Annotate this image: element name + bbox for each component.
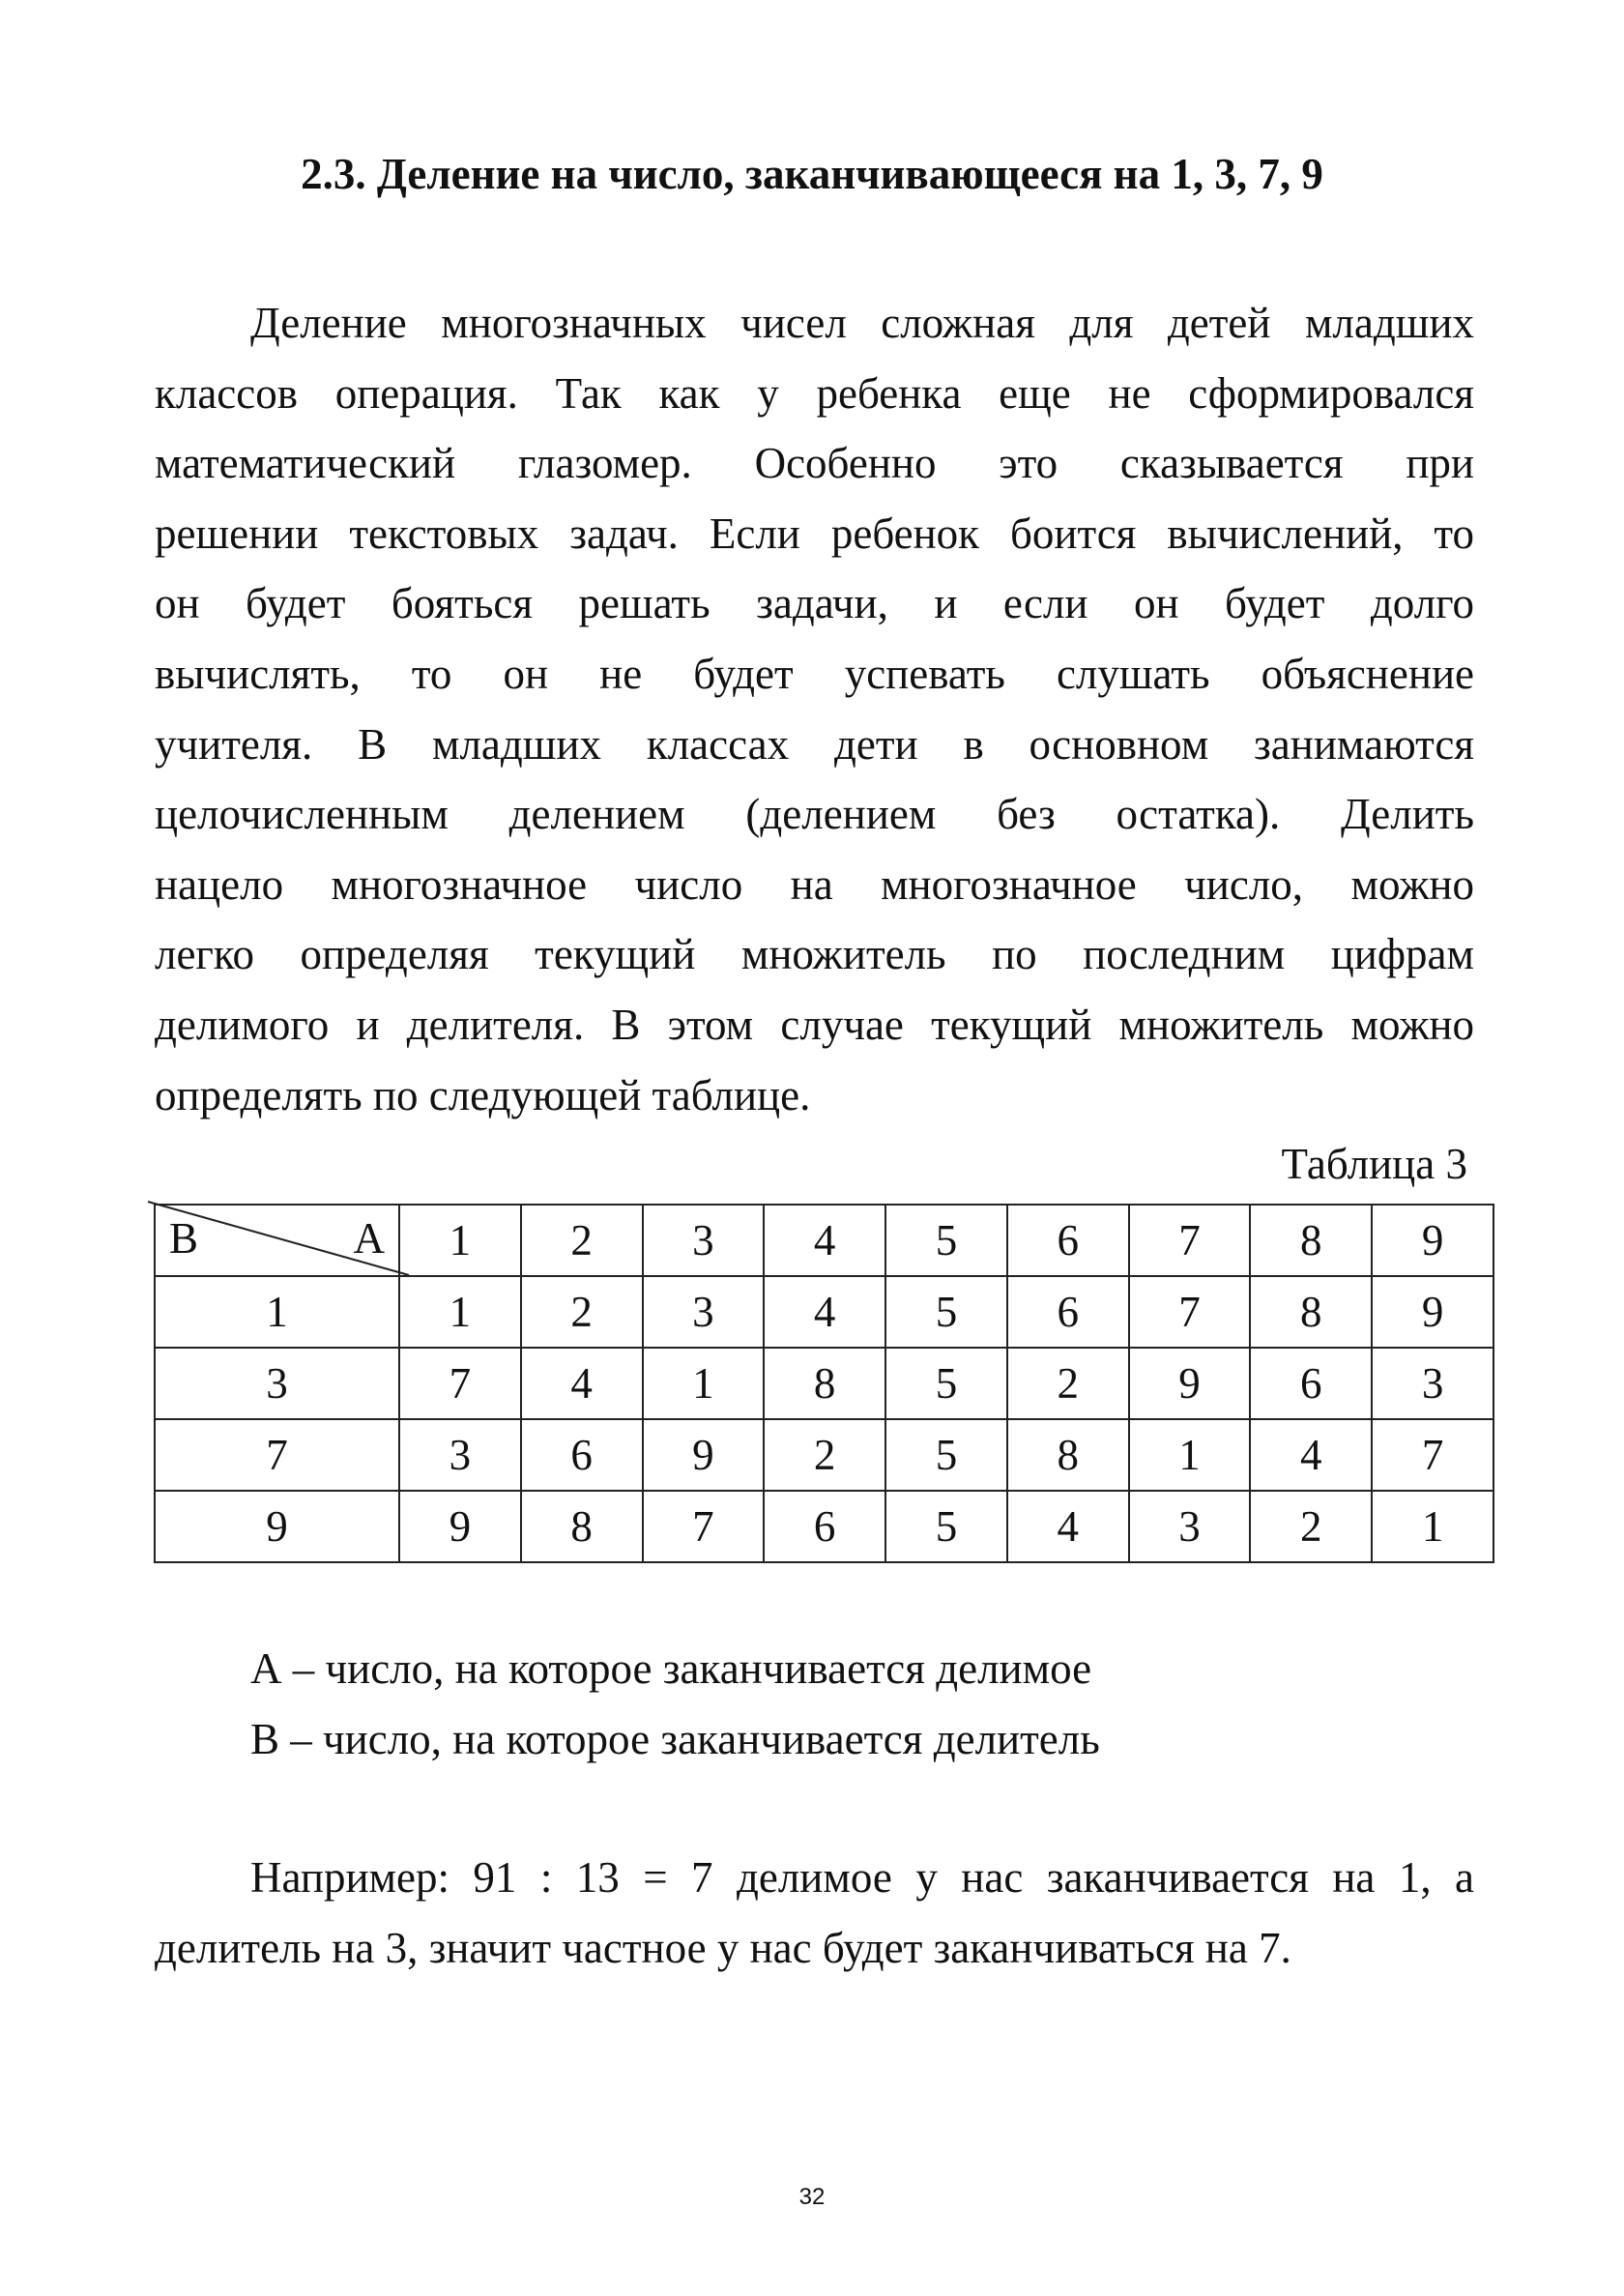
legend-item-a: А – число, на которое заканчивается делимое — [250, 1644, 1092, 1693]
table-cell: 8 — [764, 1348, 885, 1419]
row-header-cell: 3 — [155, 1348, 399, 1419]
table-cell: 8 — [521, 1491, 643, 1562]
table-cell: 2 — [764, 1419, 885, 1491]
table-cell: 3 — [1372, 1348, 1494, 1419]
body-paragraph — [155, 288, 1474, 1130]
example-paragraph — [155, 1843, 1474, 1983]
column-header-cell: 1 — [399, 1205, 521, 1276]
column-header-cell: 3 — [643, 1205, 765, 1276]
page-number: 32 — [798, 2184, 826, 2210]
table-cell: 6 — [521, 1419, 643, 1491]
table-body — [155, 1205, 1494, 1562]
paragraph-line: определять по следующей таблице. — [155, 1070, 811, 1119]
table-cell: 4 — [764, 1276, 885, 1348]
paragraph-line: вычислять, то он не будет успевать слушать объяснение — [155, 649, 1474, 698]
table-cell: 5 — [885, 1419, 1007, 1491]
legend-item-b: В – число, на которое заканчивается делитель — [250, 1715, 1100, 1763]
paragraph-line: учителя. В младших классах дети в основном занимаются — [155, 719, 1474, 769]
table-cell: 1 — [1372, 1491, 1494, 1562]
table-row — [155, 1348, 1494, 1419]
table-caption: Таблица 3 — [1281, 1140, 1467, 1188]
table-cell: 2 — [521, 1276, 643, 1348]
table-cell: 2 — [1250, 1491, 1372, 1562]
table-cell: 9 — [1129, 1348, 1251, 1419]
table-cell: 6 — [764, 1491, 885, 1562]
table-cell: 7 — [1129, 1276, 1251, 1348]
paragraph-line: Деление многозначных чисел сложная для детей младших — [250, 299, 1474, 347]
corner-row-label: В — [169, 1214, 199, 1263]
table-row — [155, 1491, 1494, 1562]
column-header-cell: 6 — [1007, 1205, 1129, 1276]
multiplier-table — [154, 1204, 1494, 1563]
table-cell: 3 — [399, 1419, 521, 1491]
table-cell: 1 — [643, 1348, 765, 1419]
table-cell: 3 — [1129, 1491, 1251, 1562]
table-cell: 9 — [1372, 1276, 1494, 1348]
row-header-cell: 7 — [155, 1419, 399, 1491]
table-cell: 4 — [1250, 1419, 1372, 1491]
legend — [250, 1634, 1100, 1775]
table-corner-cell — [155, 1205, 399, 1276]
paragraph-line: делимого и делителя. В этом случае текущий множитель можно — [155, 1000, 1474, 1049]
section-heading: 2.3. Деление на число, заканчивающееся на 1, 3, 7, 9 — [301, 150, 1323, 198]
table-cell: 5 — [885, 1348, 1007, 1419]
table-cell: 8 — [1250, 1276, 1372, 1348]
column-header-cell: 5 — [885, 1205, 1007, 1276]
column-header-cell: 2 — [521, 1205, 643, 1276]
table-cell: 7 — [399, 1348, 521, 1419]
table-cell: 7 — [1372, 1419, 1494, 1491]
table-row — [155, 1276, 1494, 1348]
table-row — [155, 1419, 1494, 1491]
table-cell: 9 — [643, 1419, 765, 1491]
table-cell: 6 — [1250, 1348, 1372, 1419]
table-cell: 1 — [1129, 1419, 1251, 1491]
paragraph-line: он будет бояться решать задачи, и если он будет долго — [155, 579, 1474, 628]
table-cell: 7 — [643, 1491, 765, 1562]
row-header-cell: 1 — [155, 1276, 399, 1348]
column-header-cell: 7 — [1129, 1205, 1251, 1276]
table-cell: 9 — [399, 1491, 521, 1562]
table-cell: 5 — [885, 1276, 1007, 1348]
table-cell: 4 — [521, 1348, 643, 1419]
corner-col-label: А — [353, 1214, 385, 1263]
paragraph-line: нацело многозначное число на многозначное число, можно — [155, 859, 1474, 909]
paragraph-line: легко определяя текущий множитель по последним цифрам — [155, 930, 1474, 979]
paragraph-line: целочисленным делением (делением без остатка). Делить — [155, 790, 1474, 839]
column-header-cell: 9 — [1372, 1205, 1494, 1276]
paragraph-line: решении текстовых задач. Если ребенок боится вычислений, то — [155, 509, 1474, 558]
example-line: делитель на 3, значит частное у нас будет заканчиваться на 7. — [155, 1923, 1291, 1972]
table-cell: 1 — [399, 1276, 521, 1348]
table-cell: 6 — [1007, 1276, 1129, 1348]
table-cell: 2 — [1007, 1348, 1129, 1419]
table-cell: 8 — [1007, 1419, 1129, 1491]
example-line: Например: 91 : 13 = 7 делимое у нас заканчивается на 1, а — [250, 1853, 1474, 1902]
column-header-cell: 8 — [1250, 1205, 1372, 1276]
table-header-row — [155, 1205, 1494, 1276]
paragraph-line: математический глазомер. Особенно это сказывается при — [155, 439, 1474, 488]
row-header-cell: 9 — [155, 1491, 399, 1562]
paragraph-line: классов операция. Так как у ребенка еще не сформировался — [155, 368, 1474, 418]
table-cell: 3 — [643, 1276, 765, 1348]
table-cell: 4 — [1007, 1491, 1129, 1562]
table-cell: 5 — [885, 1491, 1007, 1562]
column-header-cell: 4 — [764, 1205, 885, 1276]
